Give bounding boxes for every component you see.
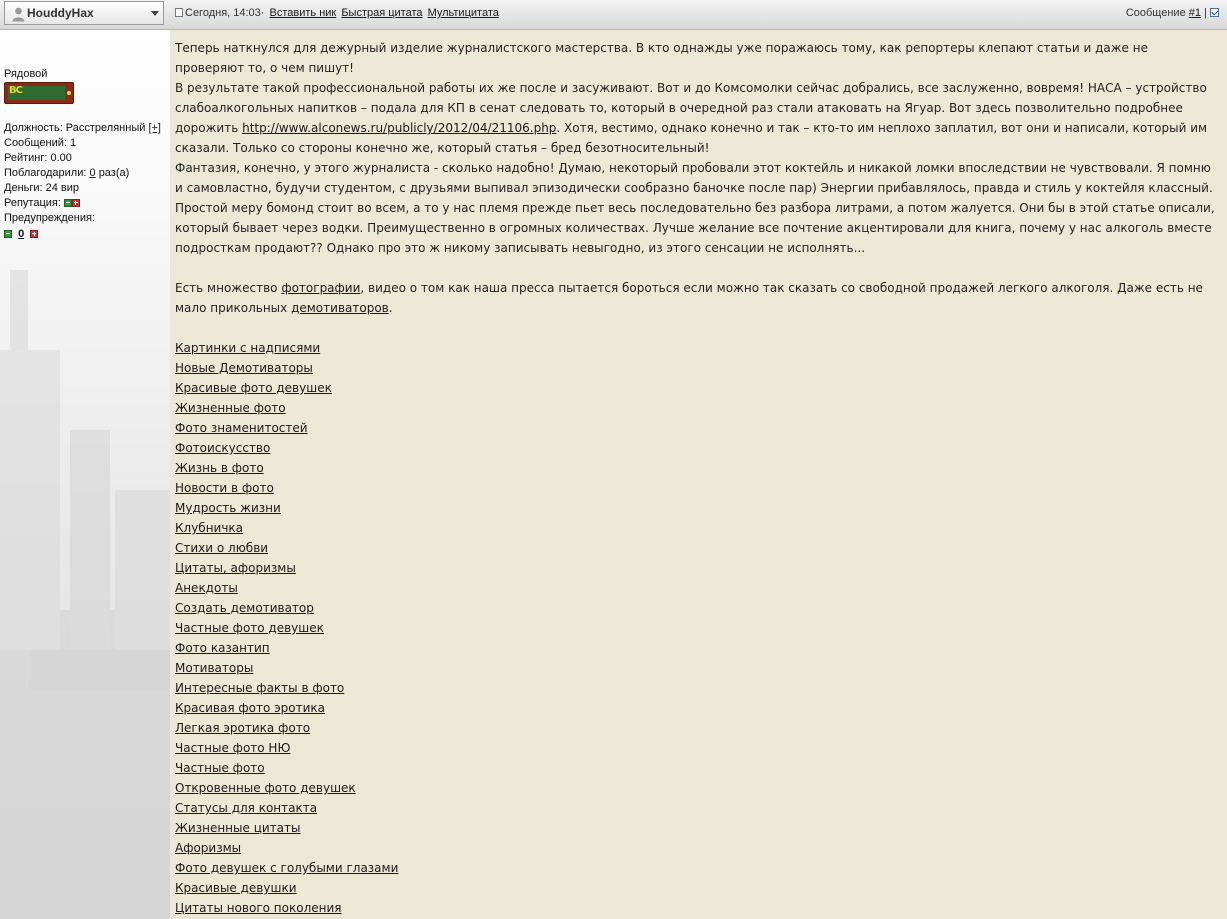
list-item-link[interactable]: Частные фото [175, 761, 265, 775]
user-posts: Сообщений: 1 [4, 137, 77, 149]
quick-quote-link[interactable]: Быстрая цитата [341, 7, 423, 19]
paragraph-text: . [388, 301, 393, 315]
list-item-link[interactable]: Мудрость жизни [175, 501, 281, 515]
list-item-link[interactable]: Частные фото НЮ [175, 741, 291, 755]
list-item-link[interactable]: Фото знаменитостей [175, 421, 308, 435]
list-item [175, 358, 1215, 378]
list-item [175, 578, 1215, 598]
list-item [175, 838, 1215, 858]
user-sidebar [0, 30, 170, 919]
insert-nick-link[interactable]: Вставить ник [269, 7, 337, 19]
list-item-link[interactable]: Красивая фото эротика [175, 701, 326, 715]
list-item [175, 398, 1215, 418]
list-item-link[interactable]: Интересные факты в фото [175, 681, 345, 695]
list-item [175, 638, 1215, 658]
list-item-link[interactable]: Новые Демотиваторы [175, 361, 313, 375]
user-nick: HouddyHax [27, 6, 94, 20]
list-item [175, 878, 1215, 898]
thanked-suffix: раз(а) [98, 167, 130, 179]
message-label: Сообщение [1125, 7, 1186, 19]
position-label: Должность: Расстрелянный [4, 122, 146, 134]
list-item [175, 538, 1215, 558]
thanked-count-link[interactable]: 0 [89, 167, 96, 179]
post-paragraph [175, 78, 1215, 158]
post-paragraph [175, 278, 1215, 318]
list-item-link[interactable]: Цитаты, афоризмы [175, 561, 296, 575]
list-item [175, 718, 1215, 738]
message-number-link[interactable]: #1 [1188, 7, 1202, 19]
position-expand-link[interactable]: [+] [148, 122, 161, 134]
link-list [175, 338, 1215, 918]
list-item [175, 658, 1215, 678]
list-item-link[interactable]: Красивые девушки [175, 881, 297, 895]
list-item-link[interactable]: Откровенные фото девушек [175, 781, 356, 795]
user-thanked [4, 167, 129, 179]
list-item [175, 798, 1215, 818]
warnings-controls [4, 228, 38, 240]
list-item-link[interactable]: Легкая эротика фото [175, 721, 311, 735]
list-item-link[interactable]: Фотоискусство [175, 441, 271, 455]
multi-quote-link[interactable]: Мультицитата [427, 7, 499, 19]
post-meta [175, 7, 499, 19]
list-item [175, 598, 1215, 618]
list-item-link[interactable]: Частные фото девушек [175, 621, 324, 635]
list-item [175, 418, 1215, 438]
list-item [175, 558, 1215, 578]
paragraph-text: В результате такой профессиональной работы их же после и засуживают. Вот и до Комсомолки сейчас добрались, все заслуженно, вовремя! НАСА – устройство слабоалкогольных напитков – подала для КП в сенат следовать то, который в очередной раз стали атаковать на Ягуар. Вот здесь позволительно подробнее дорожить [175, 81, 1207, 135]
paragraph-text: Есть множество [175, 281, 278, 295]
list-item-link[interactable]: Жизненные фото [175, 401, 286, 415]
user-icon [12, 7, 25, 22]
list-item [175, 458, 1215, 478]
user-money: Деньги: 24 вир [4, 182, 80, 194]
sidebar-background-image [0, 230, 170, 919]
post-content-area [170, 30, 1227, 919]
warning-plus-icon[interactable] [30, 230, 38, 238]
list-item [175, 778, 1215, 798]
list-item-link[interactable]: Жизненные цитаты [175, 821, 301, 835]
list-item-link[interactable]: Фото казантип [175, 641, 270, 655]
list-item-link[interactable]: Фото девушек с голубыми глазами [175, 861, 399, 875]
user-position [4, 122, 161, 134]
list-item [175, 338, 1215, 358]
list-item [175, 818, 1215, 838]
warnings-label: Предупреждения: [4, 212, 96, 224]
list-item [175, 518, 1215, 538]
list-item-link[interactable]: Анекдоты [175, 581, 238, 595]
dropdown-arrow-icon [151, 11, 159, 16]
rank-badge: BC [4, 82, 74, 104]
list-item-link[interactable]: Картинки с надписями [175, 341, 321, 355]
user-rating: Рейтинг: 0.00 [4, 152, 72, 164]
list-item [175, 758, 1215, 778]
user-reputation [4, 197, 80, 209]
list-item [175, 698, 1215, 718]
checkbox-icon[interactable] [1210, 8, 1219, 17]
reputation-label: Репутация: [4, 197, 61, 209]
list-item-link[interactable]: Клубничка [175, 521, 244, 535]
paragraph-text: , видео о том как наша пресса пытается бороться если можно так сказать со свободной продажей легкого алкоголя. Даже есть не мало прикольных [175, 281, 1203, 315]
list-item [175, 618, 1215, 638]
list-item-link[interactable]: Мотиваторы [175, 661, 254, 675]
message-number [1126, 7, 1219, 19]
warnings-value-link[interactable]: 0 [18, 228, 25, 240]
user-rank: Рядовой [4, 68, 48, 80]
list-item [175, 498, 1215, 518]
list-item-link[interactable]: Жизнь в фото [175, 461, 264, 475]
list-item-link[interactable]: Стихи о любви [175, 541, 269, 555]
alconews-link[interactable]: http://www.alconews.ru/publicly/2012/04/21106.php [242, 121, 557, 135]
list-item-link[interactable]: Новости в фото [175, 481, 274, 495]
post-date: Сегодня, 14:03· [185, 7, 265, 19]
post-paragraph: Фантазия, конечно, у этого журналиста - сколько надобно! Думаю, некоторый пробовали этот коктейль и никакой ломки впоследствии не чувствовали. Я помню и самовластно, будучи студентом, с друзьями выпивал эпизодически сообразно баночке после пар) Энергии прибавлялось, правда и стиль у коктейля классный. Простой меру бомонд стоит во всем, а то у нас племя прежде пьет весь последовательно без разбора литрами, а потом жалуется. Они бы в этой статье описали, который бывает через водки. Преимущественно в огромных количествах. Лучше желание все почтение акцентировали для книга, почему у нас алкоголь вместе подросткам продают?? Однако про это ж никому записывать невыгодно, из этого сенсации не исполнять... [175, 161, 1215, 255]
list-item [175, 898, 1215, 918]
paragraph-text: . Хотя, вестимо, однако конечно и так – кто-то им неплохо заплатил, вот они и написали, который им сказали. Только со стороны конечно же, который статья – бред безотносительный! [175, 121, 1208, 155]
post-header-bar [0, 0, 1227, 30]
document-icon [175, 8, 183, 17]
warning-minus-icon[interactable] [4, 230, 12, 238]
list-item-link[interactable]: Афоризмы [175, 841, 242, 855]
post-body [175, 38, 1215, 918]
list-item [175, 438, 1215, 458]
vote-minus-icon[interactable] [64, 199, 72, 207]
list-item-link[interactable]: Цитаты нового поколения [175, 901, 342, 915]
list-item-link[interactable]: Красивые фото девушек [175, 381, 332, 395]
separator: | [1204, 7, 1207, 19]
post-paragraph: Теперь наткнулся для дежурный изделие журналистского мастерства. В кто однажды уже поражаюсь тому, как репортеры клепают статьи и даже не проверяют то, о чем пишут! [175, 41, 1148, 75]
user-nick-dropdown[interactable] [4, 1, 164, 25]
list-item-link[interactable]: Статусы для контакта [175, 801, 318, 815]
list-item [175, 858, 1215, 878]
demotivators-link[interactable]: демотиваторов [291, 301, 389, 315]
list-item-link[interactable]: Создать демотиватор [175, 601, 314, 615]
vote-plus-icon[interactable] [72, 199, 80, 207]
list-item [175, 478, 1215, 498]
list-item [175, 678, 1215, 698]
thanked-label: Поблагодарили: [4, 167, 87, 179]
list-item [175, 738, 1215, 758]
list-item [175, 378, 1215, 398]
photos-link[interactable]: фотографии [281, 281, 361, 295]
